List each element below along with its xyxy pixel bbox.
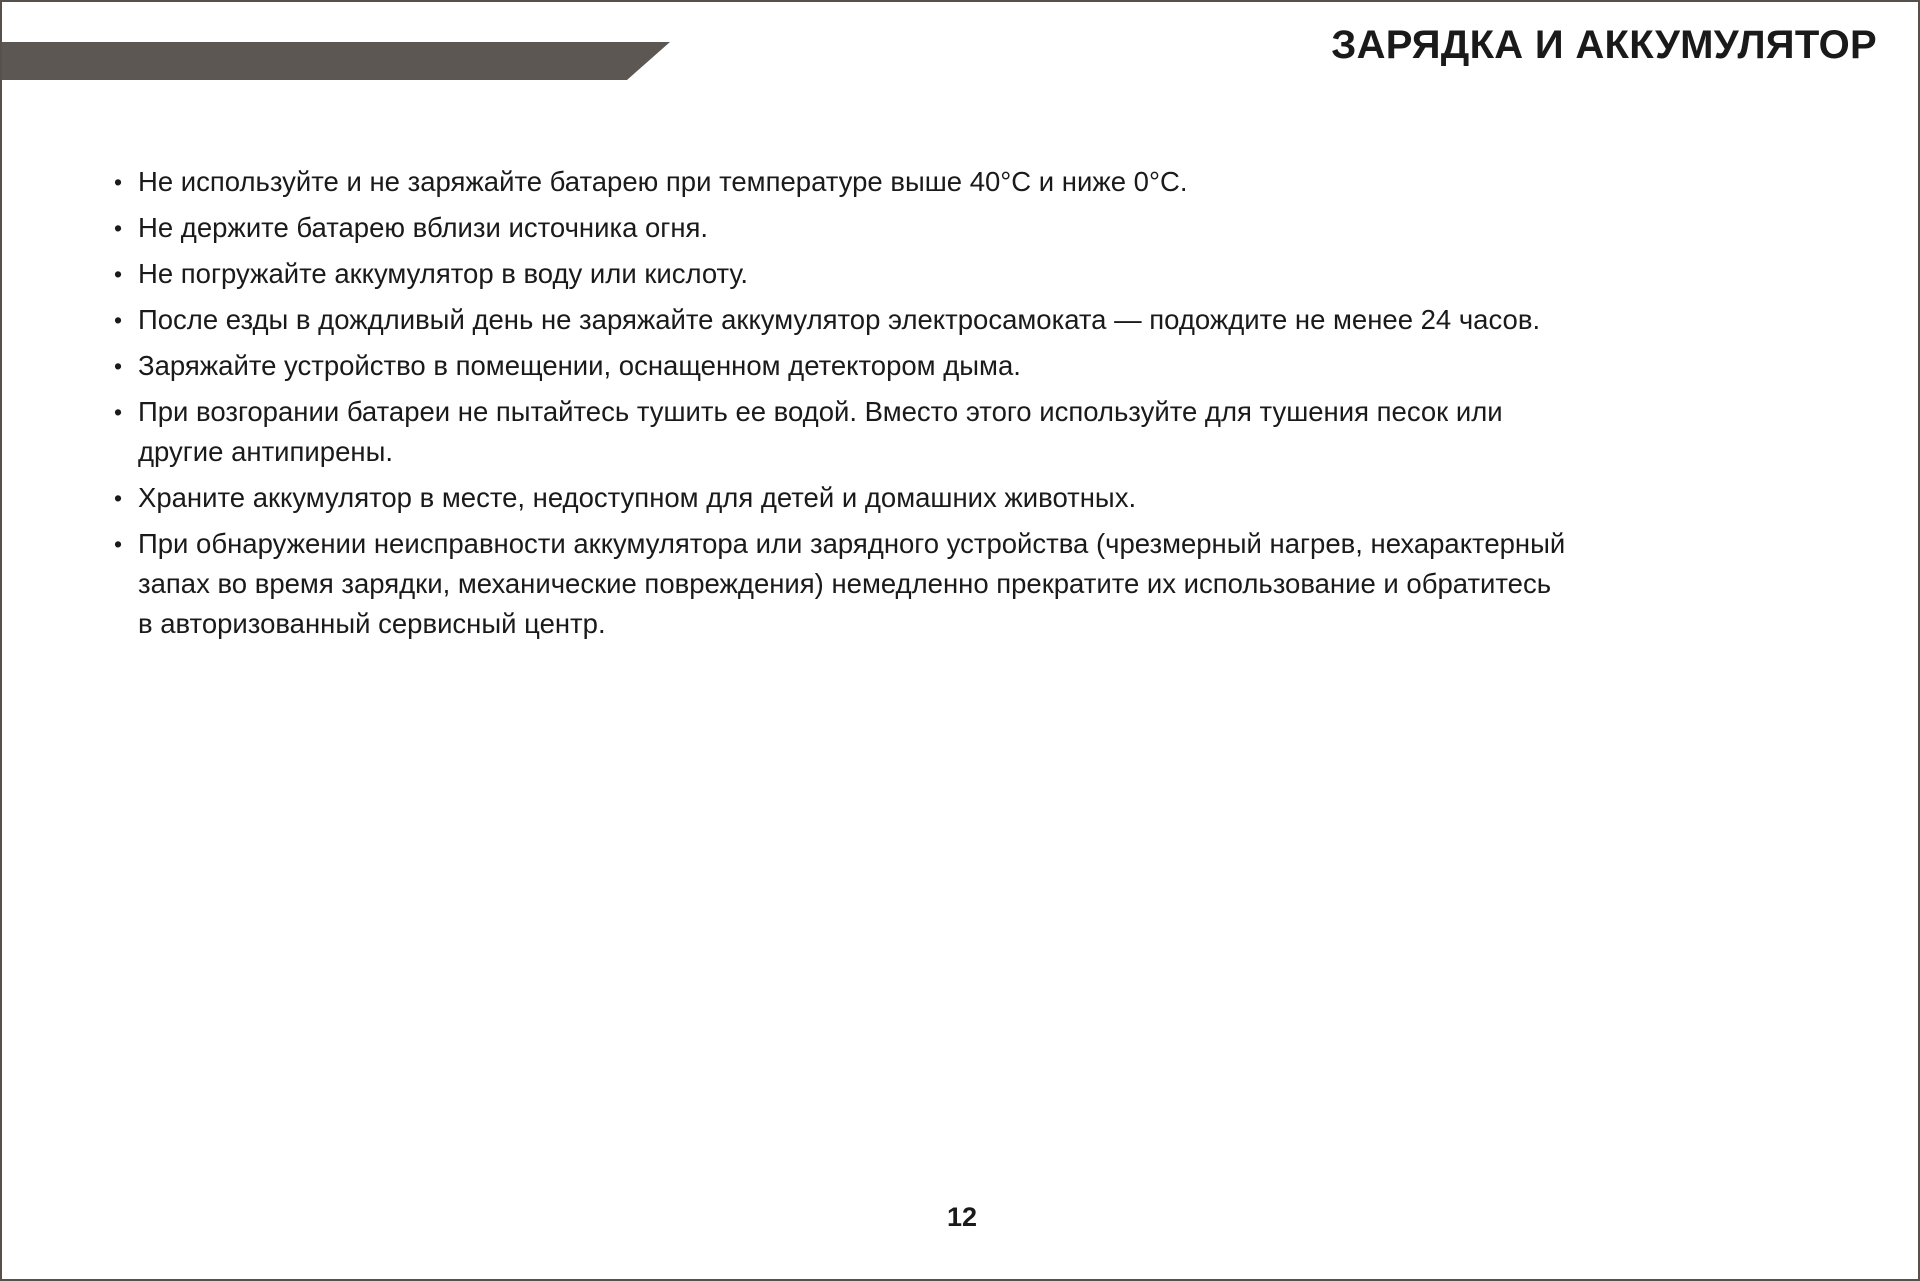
page-number: 12 (946, 1202, 978, 1232)
list-item-text: • Храните аккумулятор в месте, недоступном для детей и домашних животных. (114, 478, 1854, 518)
header-accent-bar (0, 42, 670, 80)
list-item-text: • Не держите батарею вблизи источника огня. (114, 208, 1854, 248)
list-item (114, 162, 1854, 202)
list-item (114, 392, 1854, 472)
list-item-text-continuation: другие антипирены. (138, 436, 393, 467)
list-item-text: • Заряжайте устройство в помещении, оснащенном детектором дыма. (114, 346, 1854, 386)
list-item-text-continuation: запах во время зарядки, механические повреждения) немедленно прекратите их использование и обратитесь (138, 568, 1552, 599)
list-item-text: • Не используйте и не заряжайте батарею при температуре выше 40°С и ниже 0°С. (114, 162, 1854, 202)
list-item (114, 300, 1854, 340)
safety-instructions-list (114, 162, 1854, 650)
list-item-text: • Не погружайте аккумулятор в воду или кислоту. (114, 254, 1854, 294)
list-item-text: • После езды в дождливый день не заряжайте аккумулятор электросамоката — подождите не менее 24 часов. (114, 300, 1854, 340)
list-item (114, 254, 1854, 294)
page-header (2, 2, 1920, 94)
list-item-text: • При возгорании батареи не пытайтесь тушить ее водой. Вместо этого используйте для тушения песок или (114, 392, 1854, 432)
list-item (114, 346, 1854, 386)
page-title: ЗАРЯДКА И АККУМУЛЯТОР (1331, 23, 1877, 67)
list-item-text-continuation: в авторизованный сервисный центр. (138, 608, 606, 639)
list-item-text: • При обнаружении неисправности аккумулятора или зарядного устройства (чрезмерный нагрев, нехарактерный (114, 524, 1854, 564)
list-item (114, 208, 1854, 248)
list-item (114, 478, 1854, 518)
list-item (114, 524, 1854, 644)
